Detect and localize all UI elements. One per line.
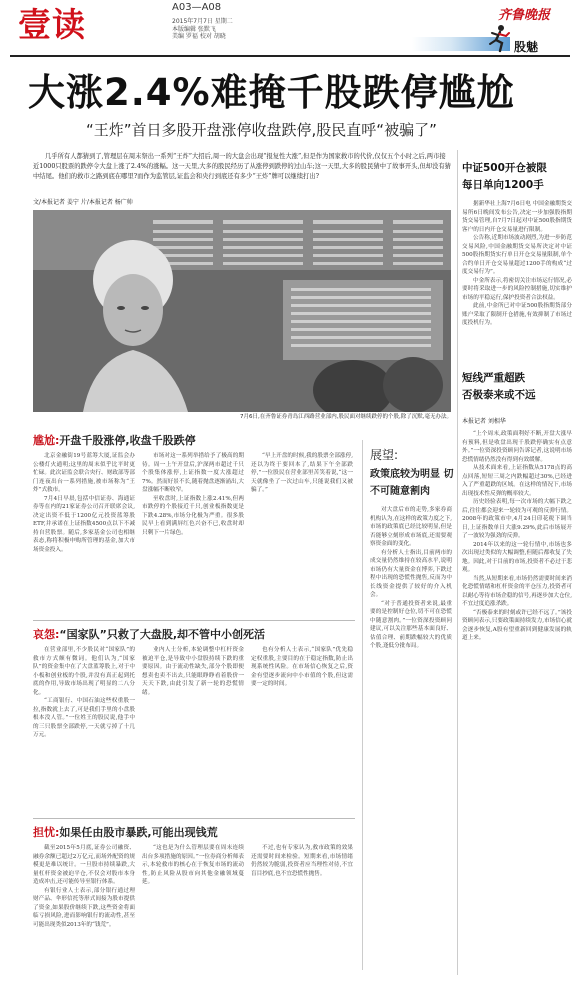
section-tag: 尴尬: [33,434,60,447]
paragraph: 此前,中金所已对中证500股指期货部分账户采取了限制开仓措施,有效抑制了市场过度投机行为。 [462,303,572,326]
sidebar-byline: 本报记者 刘相华 [462,418,506,425]
paragraph: “对于普通投资者来说,最重要的是控制好仓位,切不可在恐慌中随意割肉。”一位资深投资顾问建议,可以关注那些基本面良好、估值合理、前期跌幅较大的优质个股,逢低分批布局。 [370,600,452,649]
body-column [33,844,135,974]
paragraph: 7月4日早晨,包括中信证券、海通证券等在内的21家证券公司召开联席会议,决定出资不低于1200亿元投资蓝筹股ETF,并承诺在上证指数4500点以下不减持自营股票。随后,多家基金公司也相继表态,称将积极申购所管理的基金,加大市场资金投入。 [33,495,135,553]
editor-line: 美编 罗福 校对 胡晓 [172,33,226,40]
body-column [142,646,244,814]
headline-line: 短线严重超跌 [462,372,525,384]
paragraph: 至收盘时,上证指数上涨2.41%,但两市跌停的个股接近千只,创业板指数更是下跌4.28%,市场分化极为严重。很多股民早上看到满屏红色兴奋不已,收盘时却只剩下一片绿色。 [142,495,244,536]
section-heading-3 [33,824,218,840]
paragraph: 有银行业人士表示,部分银行通过理财产品、伞形信托等形式间接为股市提供了资金,如果股价继续下跌,这些资金将面临亏损风险,进而影响银行的流动性,甚至可能出现类似2013年的“钱荒”。 [33,887,135,928]
section-title: “国家队”只救了大盘股,却不管中小创死活 [59,628,266,641]
body-column [33,452,135,616]
section-tag: 哀怨: [33,628,60,641]
headline-line: 中证500开仓被限 [462,162,547,174]
paragraph: 也有分析人士表示,“国家队”优先稳定权重股,主要目的在于稳定指数,防止出现系统性风险。在市场信心恢复之后,资金有望逐步流向中小市值的个股,但这需要一定的时间。 [251,647,353,687]
section-title: 壹读 [18,5,86,44]
zhanwang-tag: 展望: [370,448,399,462]
sidebar-body-1 [462,200,572,360]
section-heading-2 [33,626,265,642]
photo-illustration [33,210,451,412]
paragraph: 据新华社上海7月6日电 中国金融期货交易所6日晚间发布公告,决定一步加强股指期货交易管理,自7月7日起对中证500股指期货客户的日内开仓交易量进行限制。 [462,201,572,233]
paragraph: “工商银行、中国石油这些权重股一拉,指数就上去了,可是我们手里的小盘股根本没人管。”一位姓王的股民说,他手中的三只股票全部跌停,一天就亏掉了十几万元。 [33,698,135,738]
page-range: A03—A08 [172,2,222,13]
lead-paragraph: 几乎所有人都猜到了,管理层在周末祭出一系列“王炸”大招后,周一的大盘会出现“报复性大涨”,但是作为国家救市的代价,仅仅五个小时之后,两市接近1000只股票的跌停令大盘上涨了2.4%的涨幅。这一天里,大多的股民经历了从涨停到跌停的过山车;这一天里,大多的股民猜中了故事开头,但却没有猜中结尾。他们的救市之路到底在哪里?而作为监管层,证监会和央行到底还有多少“王炸”牌可以继续打出? [33,153,451,180]
paragraph: 有分析人士指出,目前两市的成交量仍然维持在较高水平,说明市场仍有大量资金在博弈,下跌过程中出现的恐慌性抛售,反而为中长线资金提供了较好的介入机会。 [370,549,452,598]
column-name: 股魅 [514,40,539,54]
headline: 大涨2.4%难掩千股跌停尴尬 [28,71,515,114]
byline: 文/本报记者 姜宁 片/本报记者 杨广帅 [33,199,133,206]
paragraph: “否极泰来的时刻或许已经不远了。”该投资顾问表示,只要政策面持续发力,市场信心就会逐步恢复,A股有望重新回到健康发展的轨道上来。 [462,609,572,641]
sidebar-divider [457,150,458,975]
body-column [251,452,353,616]
headline-line: 否极泰来或不远 [462,389,536,401]
paragraph: “早上开盘的时候,我的股票全部涨停,还以为终于要回本了,结果下午全部跌停,”一位股民在营业部里苦笑着说,“这一天就像坐了一次过山车,只能说我们又被骗了。” [251,453,353,493]
paper-logo: 齐鲁晚报 [498,8,551,23]
publication-date: 2015年7月7日 星期二 [172,18,233,25]
section-title: 如果任由股市暴跌,可能出现钱荒 [59,826,218,839]
editor-credits [172,26,282,40]
masthead-rule [10,55,570,57]
paragraph: 中金所表示,将密切关注市场运行情况,必要时将采取进一步的风险控制措施,切实维护市场的平稳运行,保护投资者合法权益。 [462,277,572,301]
photo-caption: 7月6日,在齐鲁证券青岛江西路营业部内,股民面对继续跌停的个股,除了沉默,毫无办法。 [240,414,452,420]
paragraph: 业内人士分析,本轮调整中杠杆资金被迫平仓,是导致中小盘股持续下跌的重要原因。由于流动性缺失,部分个股即便想卖也卖不出去,只能眼睁睁看着股价一天天下跌,由此引发了新一轮的恐慌情绪。 [142,647,244,696]
zhanwang-title: 政策底较为明显 切不可随意割肉 [370,469,454,497]
section-divider [33,620,355,621]
paragraph: 市场对这一系列举措给予了极高的期待。周一上午开盘后,沪深两市超过千只个股集体涨停,上证指数一度大涨超过7%。然而好景不长,随着抛盘逐渐涌出,大盘涨幅不断收窄。 [142,453,244,493]
body-column [251,646,353,814]
body-column [142,844,244,974]
section-title: 开盘千股涨停,收盘千股跌停 [59,434,196,447]
body-column [142,452,244,616]
sidebar-body-2 [462,430,572,974]
section-tag: 担忧: [33,826,60,839]
subheadline: “王炸”首日多股开盘涨停收盘跌停,股民直呼“被骗了” [86,121,437,139]
body-column [251,844,353,974]
paragraph: 当然,从短期来看,市场仍然需要时间来消化恐慌情绪和杠杆资金的平仓压力,投资者可以耐心等待市场企稳的信号,再逐步加大仓位,不宜过度追涨杀跌。 [462,575,572,607]
body-column [33,646,135,814]
paragraph: 历史经验表明,每一次市场的大幅下跌之后,往往都会迎来一轮较为可观的反弹行情。2008年的政策市中,4月24日印花税下调当日,上证指数单日大涨9.29%,此后市场展开了一波较为强劲的反弹。 [462,499,572,539]
paragraph: 对大盘后市的走势,多家券商机构认为,在这样的政策力度之下,市场的政策底已经比较明显,但是否能够立刻形成市场底,还需要观察资金面的变化。 [370,507,452,547]
paragraph: 北京金融街19号蓝筹大厦,证监会办公楼灯火通明;这里的周末似乎比平时更忙碌。此次证监会联合央行、财政部等部门连夜出台一系列措施,被市场称为“王炸”式救市。 [33,453,135,493]
sidebar-headline-1 [462,160,572,194]
paragraph: 截至2015年5月底,证券公司融资、融券余额已超过2万亿元,而场外配资的规模更是难以统计。一旦股市持续暴跌,大量杠杆资金被迫平仓,不仅会对股市本身造成冲击,还可能传导至银行体系。 [33,845,135,885]
paragraph: “这也是为什么管理层要在周末连续出台多项措施的原因。”一位券商分析师表示,本轮救市的核心在于恢复市场的流动性,防止风险从股市向其他金融领域蔓延。 [142,845,244,885]
headline-line: 每日单向1200手 [462,179,544,191]
editor-line: 本版编辑 张默飞 [172,26,216,33]
paragraph: 不过,也有专家认为,救市政策的效果还需要时间来检验。短期来看,市场情绪仍然较为脆弱,投资者应当理性对待,不宜盲目抄底,也不宜恐慌性抛售。 [251,845,353,877]
paragraph: 2014年以来的这一轮行情中,市场也多次出现过类似的大幅调整,但随后都收复了失地。因此,对于目前的市场,投资者不必过于悲观。 [462,541,572,573]
section-heading-1 [33,432,196,448]
column-divider [362,440,363,970]
sidebar-headline-2 [462,370,572,404]
section-divider [33,818,355,819]
paragraph: 在营业部里,不少股民对“国家队”的救市方式颇有微词。他们认为,“国家队”的资金集中在了大盘蓝筹股上,对于中小板和创业板的个股,并没有真正起到托底的作用,导致市场出现了明显的二八分化。 [33,647,135,696]
paragraph: “上个周末,政策面利好不断,开盘大涨早有预料,但是收盘出现千股跌停确实有点意外。”一位资深投资顾问告诉记者,这说明市场恐慌情绪仍然没有得到有效缓解。 [462,431,572,463]
paragraph: 从技术面来看,上证指数从5178点的高点回落,短短三周之内跌幅超过30%,已经进入了严重超跌的区域。在这样的情况下,市场出现技术性反弹的概率较大。 [462,465,572,497]
news-photo [33,210,451,412]
body-column [370,506,452,972]
runner-icon [484,24,512,54]
paragraph: 公告称,近期市场波动剧烈,为进一步防范交易风险,中国金融期货交易所决定对中证500股指期货实行单日开仓交易量限制,单个合约单日开仓交易量超过1200手的构成“过度交易行为”。 [462,235,572,275]
